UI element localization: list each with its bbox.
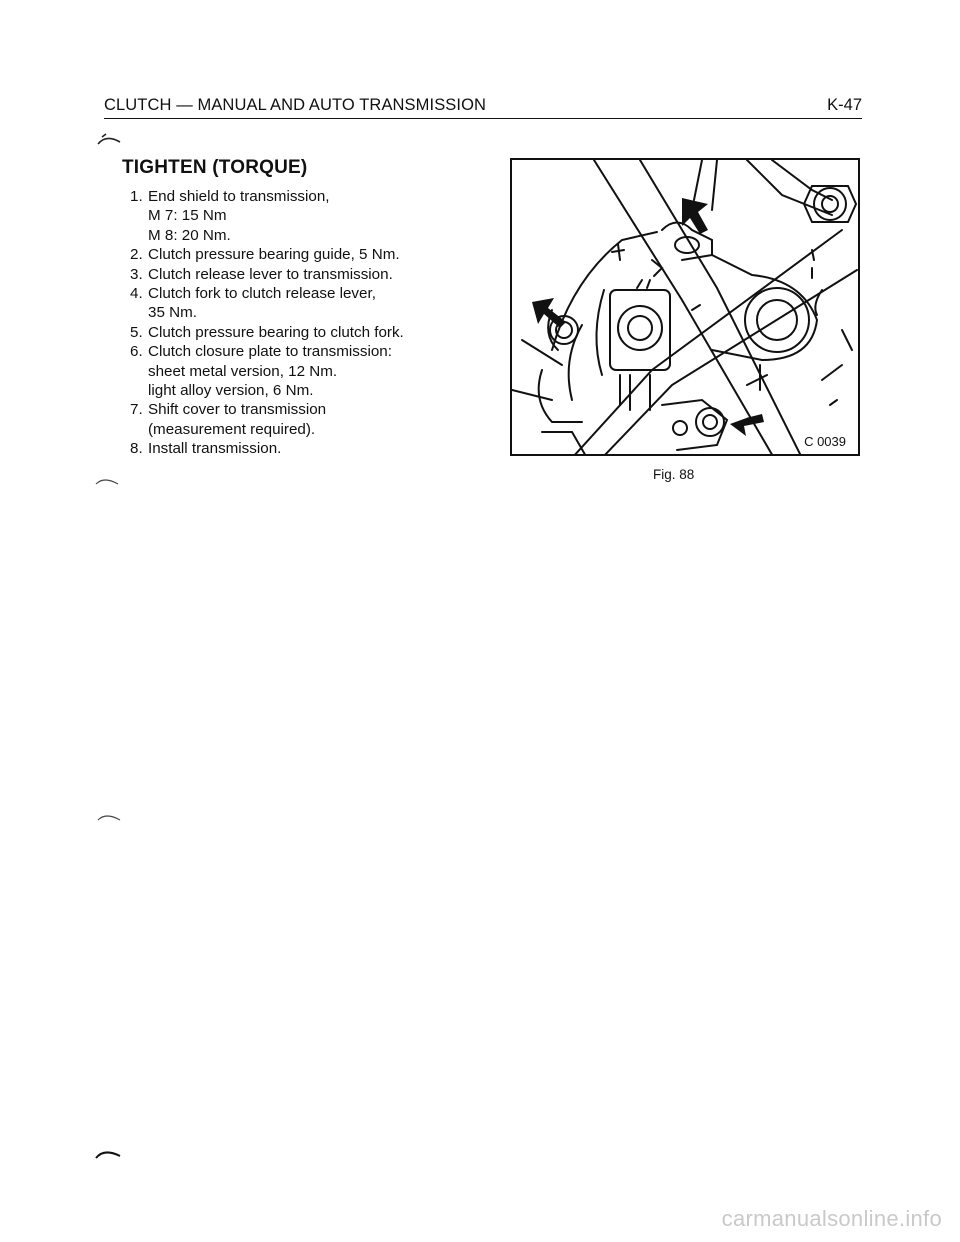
figure-caption: Fig. 88	[653, 467, 695, 482]
step-text: (measurement required).	[148, 420, 316, 438]
step-text: Install transmission.	[148, 440, 282, 458]
header-title: CLUTCH — MANUAL AND AUTO TRANSMISSION	[104, 96, 487, 114]
step-text: Clutch pressure bearing guide, 5 Nm.	[148, 246, 400, 264]
page-number: K-47	[827, 96, 862, 114]
section-title: TIGHTEN (TORQUE)	[122, 157, 308, 178]
step-number: 8.	[130, 440, 143, 458]
step-number: 4.	[130, 285, 143, 303]
list-item	[130, 187, 470, 245]
step-text: Shift cover to transmission	[148, 401, 327, 419]
step-text: Clutch release lever to transmission.	[148, 265, 393, 283]
step-text: 35 Nm.	[148, 304, 197, 322]
list-item	[130, 284, 470, 323]
step-text: Clutch pressure bearing to clutch fork.	[148, 323, 404, 341]
list-item	[130, 342, 470, 400]
transmission-illustration	[512, 160, 860, 456]
figure-code: C 0039	[804, 434, 846, 449]
list-item	[130, 439, 470, 458]
step-text: sheet metal version, 12 Nm.	[148, 362, 338, 380]
list-item	[130, 265, 470, 284]
step-number: 1.	[130, 188, 143, 205]
step-text: End shield to transmission,	[148, 188, 330, 205]
torque-steps-list	[130, 187, 470, 459]
step-number: 7.	[130, 401, 143, 419]
figure-88	[510, 158, 860, 456]
step-number: 3.	[130, 265, 143, 283]
step-number: 2.	[130, 246, 143, 264]
arrow-icon	[682, 198, 708, 234]
list-item	[130, 400, 470, 439]
watermark: carmanualsonline.info	[721, 1206, 942, 1231]
list-item	[130, 245, 470, 264]
step-text: light alloy version, 6 Nm.	[148, 382, 314, 400]
step-text: M 7: 15 Nm	[148, 207, 227, 225]
step-text: Clutch fork to clutch release lever,	[148, 285, 376, 303]
list-item	[130, 323, 470, 342]
step-text: Clutch closure plate to transmission:	[148, 343, 392, 361]
step-text: M 8: 20 Nm.	[148, 226, 231, 244]
step-number: 5.	[130, 323, 143, 341]
step-number: 6.	[130, 343, 143, 361]
